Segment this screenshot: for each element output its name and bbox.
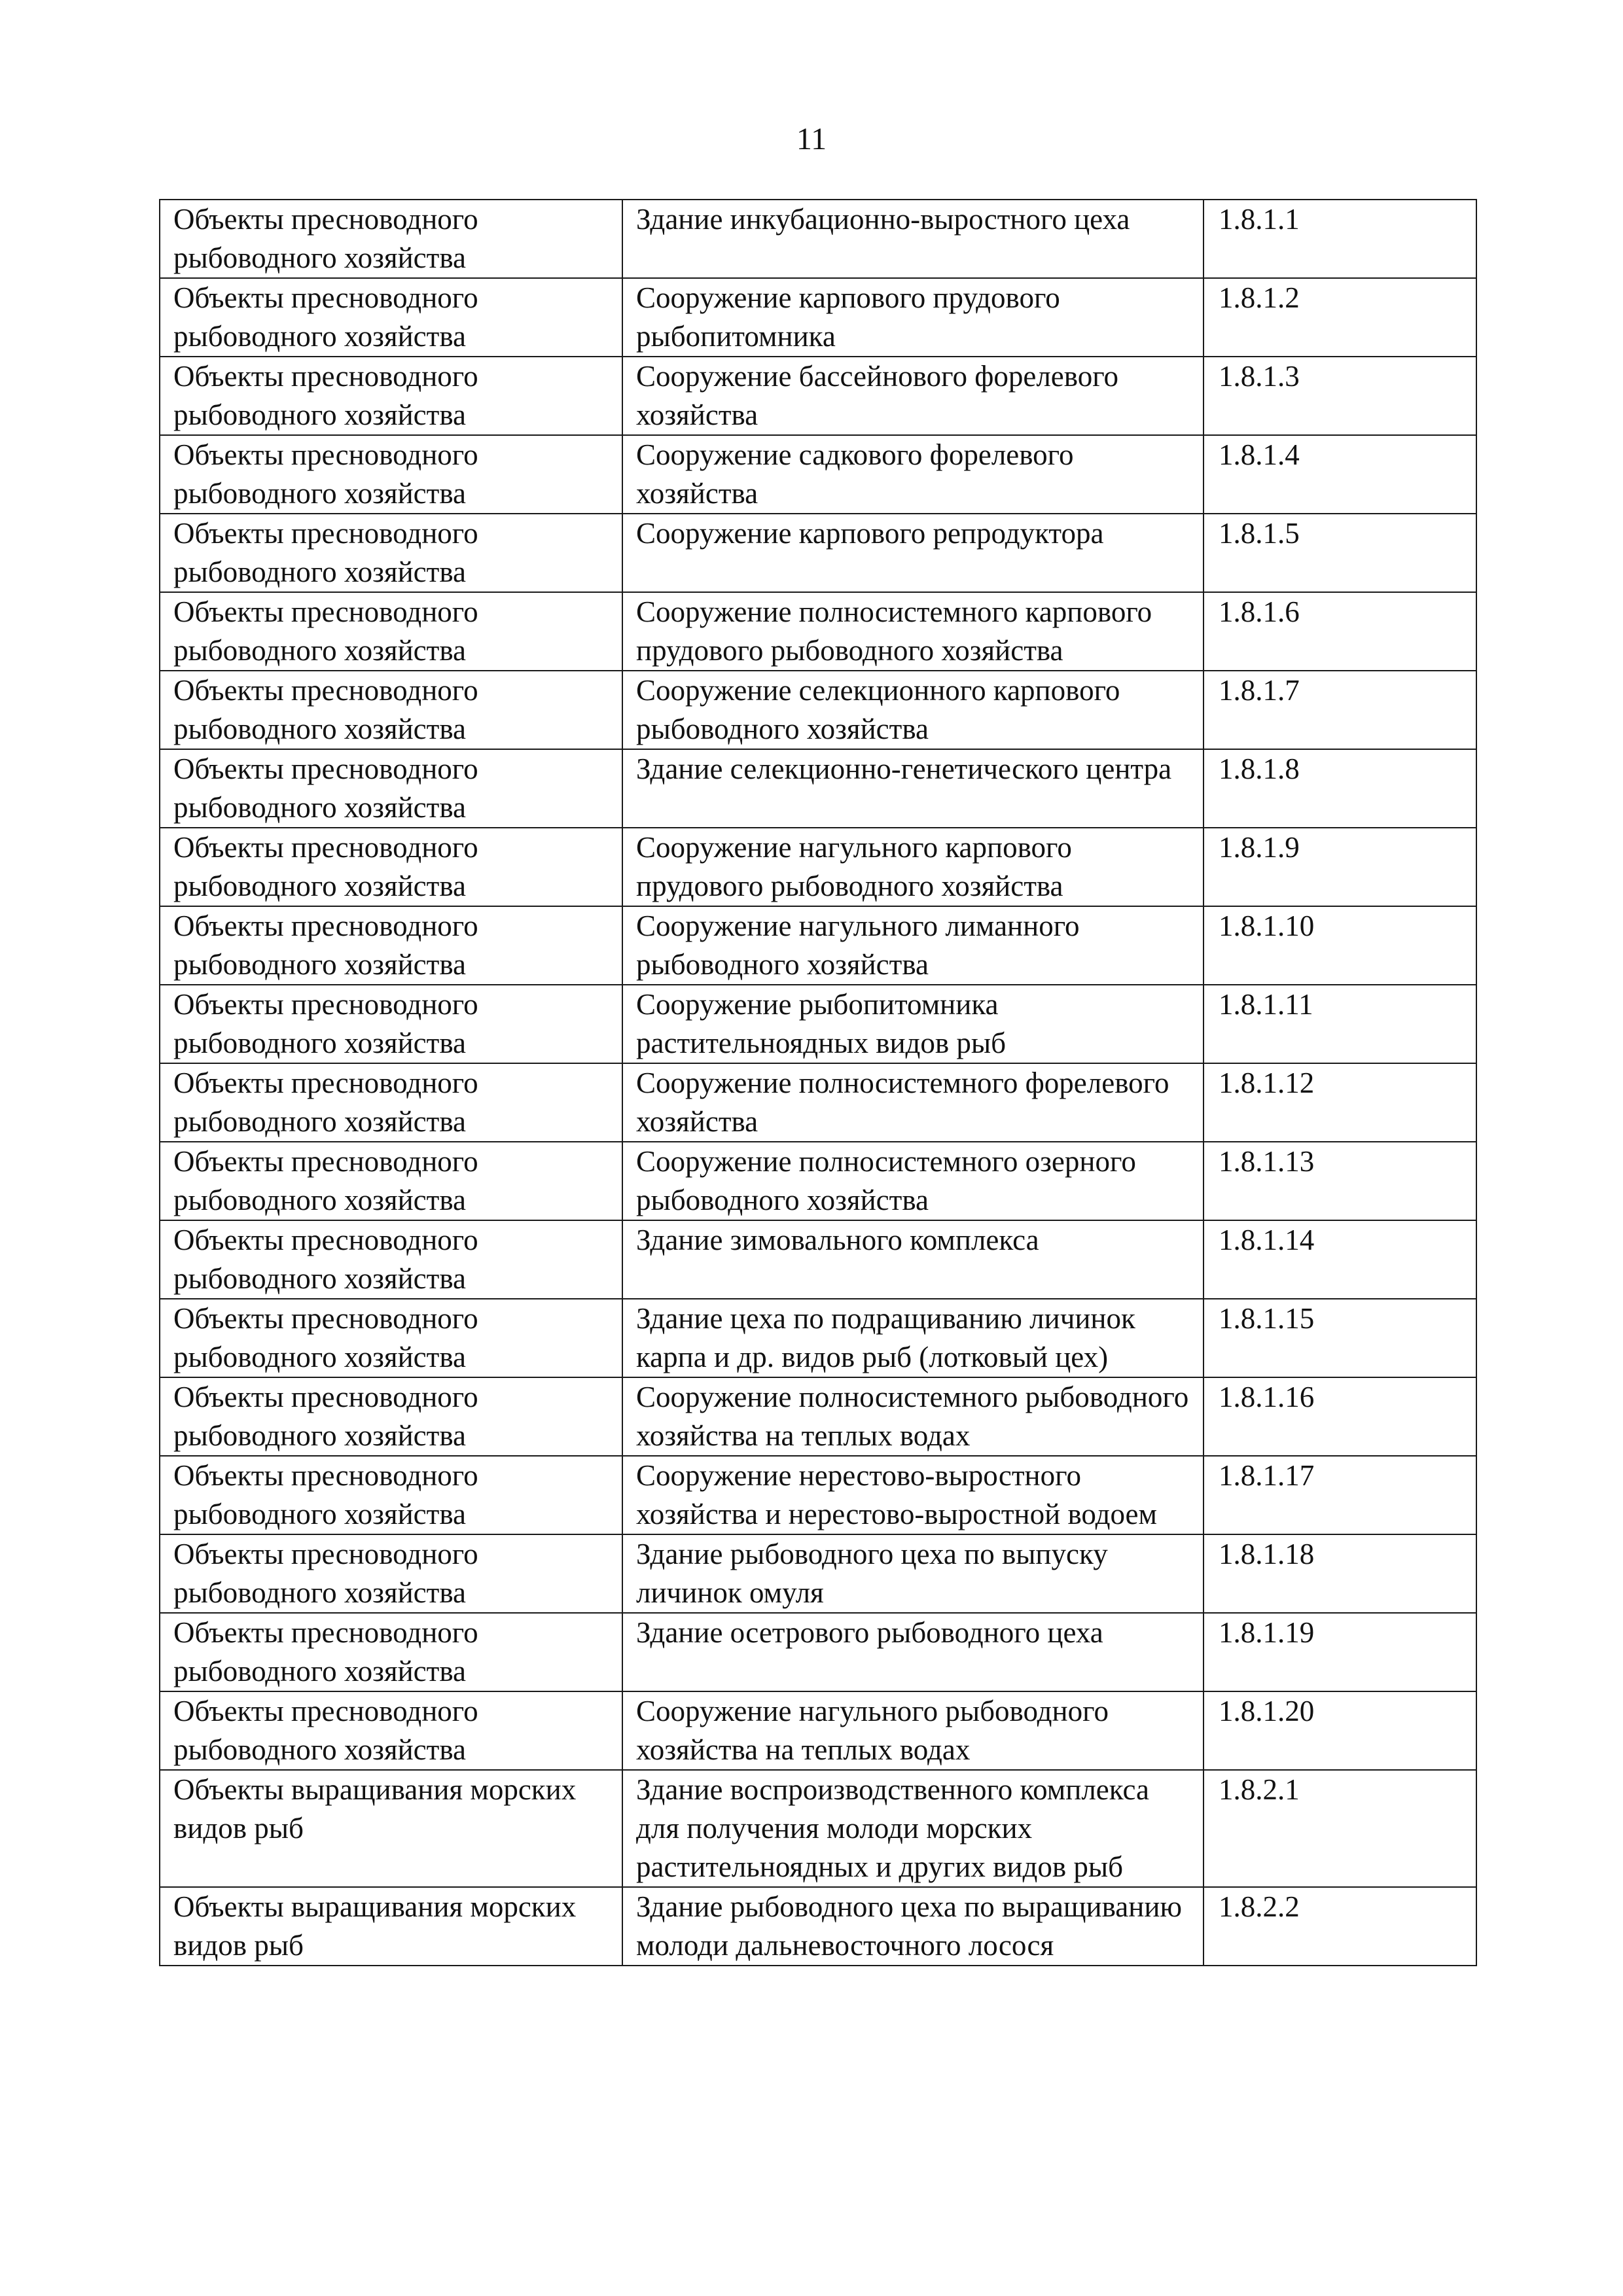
category-cell: Объекты пресноводного рыбоводного хозяйства <box>160 1691 622 1770</box>
object-cell: Сооружение садкового форелевого хозяйства <box>622 435 1204 514</box>
object-cell: Сооружение полносистемного форелевого хозяйства <box>622 1063 1204 1142</box>
code-cell: 1.8.2.2 <box>1204 1887 1476 1966</box>
table-row <box>160 1887 1476 1966</box>
category-cell: Объекты пресноводного рыбоводного хозяйства <box>160 828 622 906</box>
category-cell: Объекты пресноводного рыбоводного хозяйства <box>160 1299 622 1377</box>
table-row <box>160 1691 1476 1770</box>
object-cell: Сооружение рыбопитомника растительноядных видов рыб <box>622 985 1204 1063</box>
object-cell: Здание рыбоводного цеха по выпуску личинок омуля <box>622 1534 1204 1613</box>
registry-table-body <box>160 200 1476 1966</box>
category-cell: Объекты пресноводного рыбоводного хозяйства <box>160 1613 622 1691</box>
code-cell: 1.8.2.1 <box>1204 1770 1476 1887</box>
table-row <box>160 514 1476 592</box>
table-row <box>160 828 1476 906</box>
page-number: 11 <box>796 122 827 156</box>
object-cell: Сооружение карпового прудового рыбопитомника <box>622 278 1204 357</box>
code-cell: 1.8.1.8 <box>1204 749 1476 828</box>
table-row <box>160 1220 1476 1299</box>
code-cell: 1.8.1.16 <box>1204 1377 1476 1456</box>
object-cell: Сооружение полносистемного рыбоводного хозяйства на теплых водах <box>622 1377 1204 1456</box>
code-cell: 1.8.1.9 <box>1204 828 1476 906</box>
category-cell: Объекты пресноводного рыбоводного хозяйства <box>160 278 622 357</box>
object-cell: Здание инкубационно-выростного цеха <box>622 200 1204 278</box>
code-cell: 1.8.1.20 <box>1204 1691 1476 1770</box>
table-row <box>160 435 1476 514</box>
category-cell: Объекты пресноводного рыбоводного хозяйства <box>160 1377 622 1456</box>
code-cell: 1.8.1.13 <box>1204 1142 1476 1220</box>
category-cell: Объекты пресноводного рыбоводного хозяйства <box>160 435 622 514</box>
category-cell: Объекты выращивания морских видов рыб <box>160 1887 622 1966</box>
table-row <box>160 1063 1476 1142</box>
table-row <box>160 1613 1476 1691</box>
code-cell: 1.8.1.18 <box>1204 1534 1476 1613</box>
category-cell: Объекты пресноводного рыбоводного хозяйства <box>160 357 622 435</box>
object-cell: Сооружение селекционного карпового рыбоводного хозяйства <box>622 671 1204 749</box>
code-cell: 1.8.1.12 <box>1204 1063 1476 1142</box>
category-cell: Объекты пресноводного рыбоводного хозяйства <box>160 1063 622 1142</box>
category-cell: Объекты выращивания морских видов рыб <box>160 1770 622 1887</box>
object-cell: Здание осетрового рыбоводного цеха <box>622 1613 1204 1691</box>
table-row <box>160 906 1476 985</box>
category-cell: Объекты пресноводного рыбоводного хозяйства <box>160 592 622 671</box>
table-row <box>160 1299 1476 1377</box>
category-cell: Объекты пресноводного рыбоводного хозяйства <box>160 514 622 592</box>
table-row <box>160 1534 1476 1613</box>
category-cell: Объекты пресноводного рыбоводного хозяйства <box>160 985 622 1063</box>
table-row <box>160 592 1476 671</box>
code-cell: 1.8.1.14 <box>1204 1220 1476 1299</box>
object-cell: Здание зимовального комплекса <box>622 1220 1204 1299</box>
category-cell: Объекты пресноводного рыбоводного хозяйства <box>160 1142 622 1220</box>
table-row <box>160 1142 1476 1220</box>
category-cell: Объекты пресноводного рыбоводного хозяйства <box>160 1456 622 1534</box>
registry-table <box>159 199 1477 1966</box>
table-row <box>160 1456 1476 1534</box>
category-cell: Объекты пресноводного рыбоводного хозяйства <box>160 906 622 985</box>
object-cell: Сооружение бассейнового форелевого хозяйства <box>622 357 1204 435</box>
code-cell: 1.8.1.5 <box>1204 514 1476 592</box>
code-cell: 1.8.1.10 <box>1204 906 1476 985</box>
category-cell: Объекты пресноводного рыбоводного хозяйства <box>160 200 622 278</box>
code-cell: 1.8.1.4 <box>1204 435 1476 514</box>
object-cell: Сооружение нагульного лиманного рыбоводного хозяйства <box>622 906 1204 985</box>
object-cell: Сооружение карпового репродуктора <box>622 514 1204 592</box>
category-cell: Объекты пресноводного рыбоводного хозяйства <box>160 1220 622 1299</box>
category-cell: Объекты пресноводного рыбоводного хозяйства <box>160 671 622 749</box>
object-cell: Сооружение полносистемного карпового прудового рыбоводного хозяйства <box>622 592 1204 671</box>
table-row <box>160 671 1476 749</box>
code-cell: 1.8.1.3 <box>1204 357 1476 435</box>
object-cell: Сооружение нагульного карпового прудового рыбоводного хозяйства <box>622 828 1204 906</box>
code-cell: 1.8.1.19 <box>1204 1613 1476 1691</box>
code-cell: 1.8.1.15 <box>1204 1299 1476 1377</box>
object-cell: Здание цеха по подращиванию личинок карпа и др. видов рыб (лотковый цех) <box>622 1299 1204 1377</box>
category-cell: Объекты пресноводного рыбоводного хозяйства <box>160 1534 622 1613</box>
object-cell: Сооружение нагульного рыбоводного хозяйства на теплых водах <box>622 1691 1204 1770</box>
object-cell: Здание селекционно-генетического центра <box>622 749 1204 828</box>
code-cell: 1.8.1.7 <box>1204 671 1476 749</box>
code-cell: 1.8.1.17 <box>1204 1456 1476 1534</box>
table-row <box>160 357 1476 435</box>
code-cell: 1.8.1.11 <box>1204 985 1476 1063</box>
code-cell: 1.8.1.1 <box>1204 200 1476 278</box>
object-cell: Сооружение полносистемного озерного рыбоводного хозяйства <box>622 1142 1204 1220</box>
table-row <box>160 278 1476 357</box>
table-row <box>160 1770 1476 1887</box>
category-cell: Объекты пресноводного рыбоводного хозяйства <box>160 749 622 828</box>
table-row <box>160 749 1476 828</box>
table-row <box>160 200 1476 278</box>
object-cell: Здание рыбоводного цеха по выращиванию молоди дальневосточного лосося <box>622 1887 1204 1966</box>
table-row <box>160 1377 1476 1456</box>
code-cell: 1.8.1.2 <box>1204 278 1476 357</box>
table-row <box>160 985 1476 1063</box>
object-cell: Здание воспроизводственного комплекса для получения молоди морских растительноядных и других видов рыб <box>622 1770 1204 1887</box>
code-cell: 1.8.1.6 <box>1204 592 1476 671</box>
object-cell: Сооружение нерестово-выростного хозяйства и нерестово-выростной водоем <box>622 1456 1204 1534</box>
